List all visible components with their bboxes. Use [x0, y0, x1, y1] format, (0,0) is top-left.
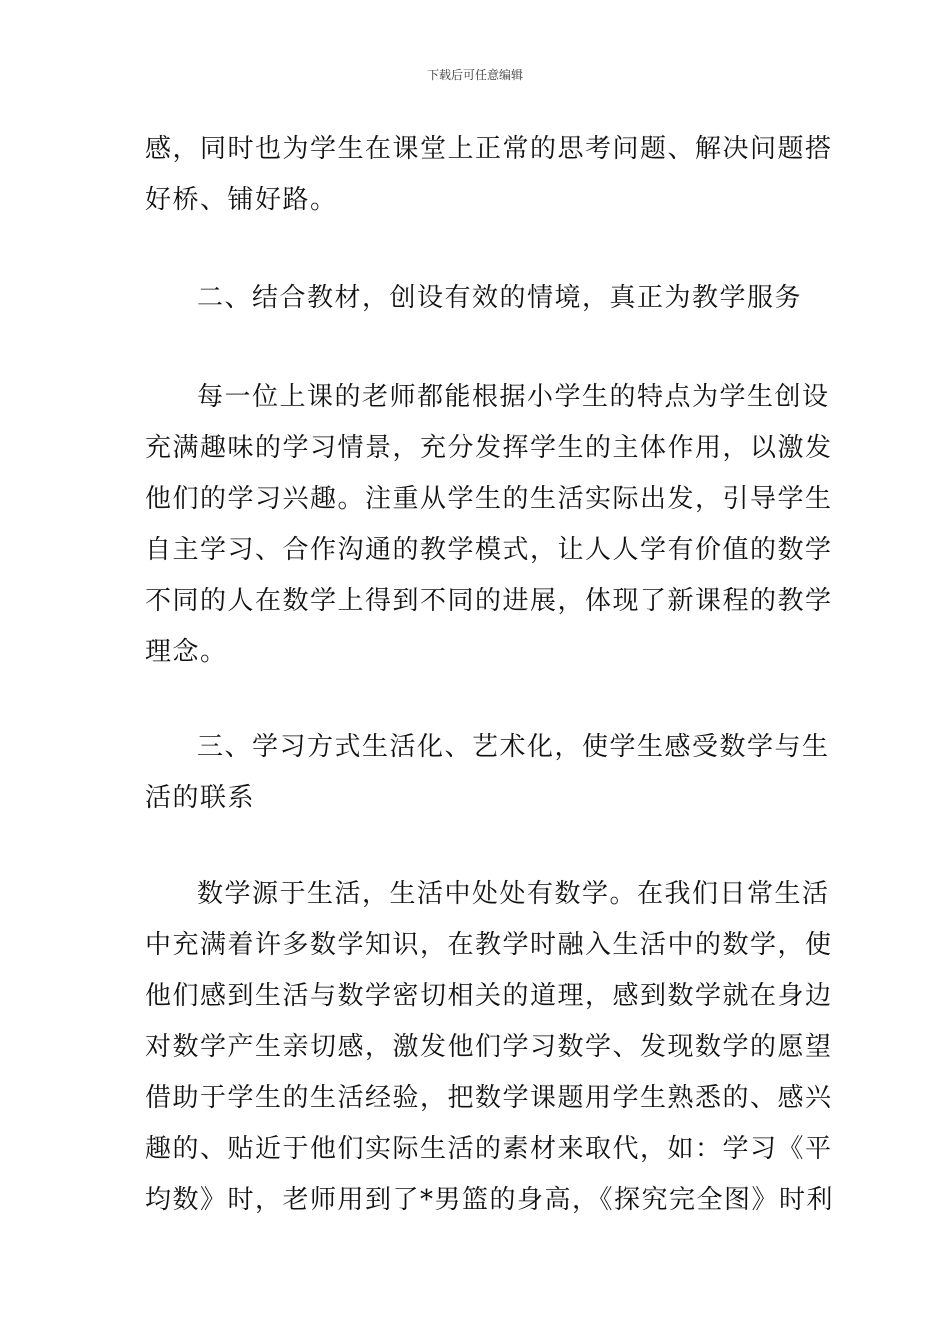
paragraph-line: 他们感到生活与数学密切相关的道理，感到数学就在身边: [145, 981, 833, 1011]
paragraph-2: [145, 372, 833, 678]
heading-line: 活的联系: [145, 783, 256, 813]
paragraph-line: 数学源于生活，生活中处处有数学。在我们日常生活: [197, 879, 830, 909]
paragraph-line: 对数学产生亲切感，激发他们学习数学、发现数学的愿望: [145, 1032, 833, 1062]
paragraph-line: 每一位上课的老师都能根据小学生的特点为学生创设: [197, 382, 830, 412]
heading-line: 二、结合教材，创设有效的情境，真正为教学服务: [197, 283, 803, 313]
paragraph-line: 趣的、贴近于他们实际生活的素材来取代，如：学习《平: [145, 1134, 833, 1164]
paragraph-line: 借助于学生的生活经验，把数学课题用学生熟悉的、感兴: [145, 1083, 833, 1113]
paragraph-line: 充满趣味的学习情景，充分发挥学生的主体作用，以激发: [145, 433, 833, 463]
paragraph-line: 好桥、铺好路。: [145, 185, 338, 215]
paragraph-line: 他们的学习兴趣。注重从学生的生活实际出发，引导学生: [145, 484, 833, 514]
section-heading-2: [145, 273, 810, 324]
page-header: 下载后可任意编辑: [426, 68, 523, 82]
heading-line: 三、学习方式生活化、艺术化，使学生感受数学与生: [197, 732, 830, 762]
paragraph-1: [145, 124, 833, 226]
paragraph-line: 自主学习、合作沟通的教学模式，让人人学有价值的数学: [145, 535, 833, 565]
paragraph-line: 中充满着许多数学知识，在教学时融入生活中的数学，使: [145, 930, 833, 960]
paragraph-3: [145, 869, 835, 1226]
section-heading-3: [145, 722, 830, 824]
paragraph-line: 感，同时也为学生在课堂上正常的思考问题、解决问题搭: [145, 134, 833, 164]
paragraph-line: 不同的人在数学上得到不同的进展，体现了新课程的教学: [145, 586, 833, 616]
paragraph-line: 理念。: [145, 637, 228, 667]
paragraph-line: 均数》时，老师用到了*男篮的身高，《探究完全图》时利: [145, 1185, 835, 1215]
